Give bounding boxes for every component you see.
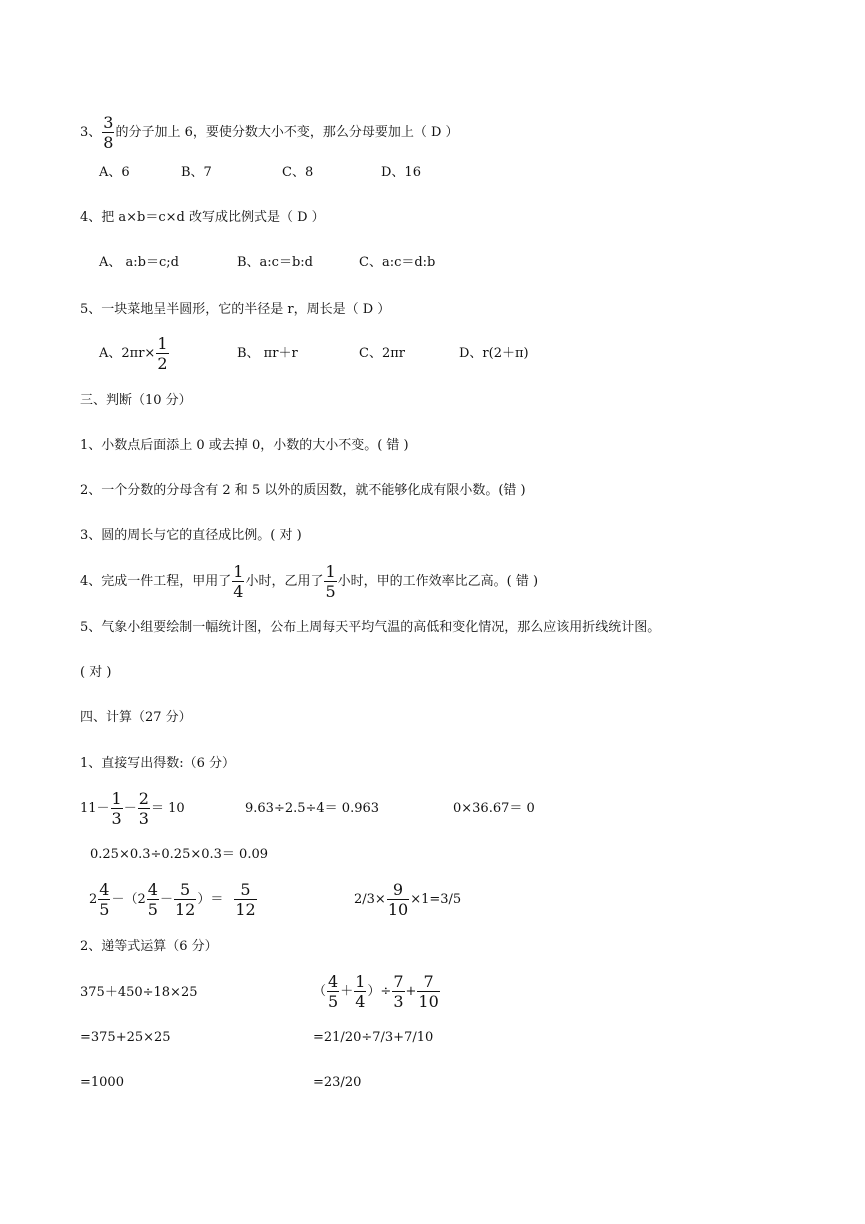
calc-1-item-d: 0.25×0.3÷0.25×0.3＝ 0.09: [90, 847, 268, 862]
judge-2: 2、一个分数的分母含有 2 和 5 以外的质因数，就不能够化成有限小数。(错 ): [80, 483, 526, 498]
q4-option-a: A、 a:b＝c;d: [99, 255, 179, 270]
calc-2-left-line-3: =1000: [80, 1075, 124, 1090]
section-3-title: 三、判断（10 分）: [80, 393, 192, 408]
fraction-1-5: $\frac{1}{5}$: [325, 562, 336, 601]
q4-option-b: B、a:c＝b:d: [237, 255, 313, 270]
fraction-9-10: $\frac{9}{10}$: [387, 880, 409, 919]
q3-option-c: C、8: [282, 165, 314, 180]
question-3: [80, 113, 459, 152]
fraction-2-3: $\frac{2}{3}$: [138, 789, 149, 828]
calc-1-item-e: 2 $\frac{4}{5}$ －（2 $\frac{4}{5}$ － $\frac{5}{12}$ ）＝ $\frac{5}{12}$: [89, 880, 256, 919]
q3-text: 的分子加上 6，要使分数大小不变，那么分母要加上（ D ）: [115, 125, 459, 140]
calc-2-left-line-1: 375＋450÷18×25: [80, 985, 198, 1000]
fraction-1-2: $\frac{1}{2}$: [157, 334, 168, 373]
calc-1-item-c: 0×36.67＝ 0: [453, 801, 535, 816]
fraction-5-12: $\frac{5}{12}$: [174, 880, 196, 919]
judge-4: 4、完成一件工程，甲用了 $\frac{1}{4}$ 小时，乙用了 $\frac{1}{5}$ 小时，甲的工作效率比乙高。( 错 ): [80, 562, 539, 601]
fraction-7-3: $\frac{7}{3}$: [393, 972, 404, 1011]
question-4: 4、把 a×b＝c×d 改写成比例式是（ D ）: [80, 210, 325, 225]
calc-2-right-line-2: =21/20÷7/3+7/10: [313, 1030, 434, 1045]
section-4-title: 四、计算（27 分）: [80, 710, 192, 725]
fraction-1-4: $\frac{1}{4}$: [355, 972, 366, 1011]
judge-3: 3、圆的周长与它的直径成比例。( 对 ): [80, 528, 302, 543]
calc-2-right-expression: （ $\frac{4}{5}$ ＋ $\frac{1}{4}$ ）÷ $\frac{7}{3}$ + $\frac{7}{10}$: [313, 972, 439, 1011]
q3-option-d: D、16: [381, 165, 421, 180]
q3-option-b: B、7: [181, 165, 212, 180]
fraction-4-5: $\frac{4}{5}$: [147, 880, 158, 919]
q5-option-d: D、r(2＋π): [459, 346, 529, 361]
calc-1-item-a: 11－ $\frac{1}{3}$ － $\frac{2}{3}$ ＝ 10: [80, 789, 185, 828]
calc-2-right-line-3: =23/20: [313, 1075, 362, 1090]
question-5: 5、一块菜地呈半圆形，它的半径是 r，周长是（ D ）: [80, 302, 391, 317]
q3-number: 3、: [80, 125, 102, 140]
calc-2-title: 2、递等式运算（6 分）: [80, 939, 218, 954]
q5-option-b: B、 πr＋r: [237, 346, 298, 361]
judge-5-answer: ( 对 ): [80, 665, 112, 680]
q5-option-a: A、2πr× $\frac{1}{2}$: [99, 334, 168, 373]
fraction-1-4: $\frac{1}{4}$: [233, 562, 244, 601]
q4-option-c: C、a:c＝d:b: [359, 255, 436, 270]
calc-1-item-b: 9.63÷2.5÷4＝ 0.963: [245, 801, 380, 816]
q5-option-c: C、2πr: [359, 346, 405, 361]
calc-1-item-f: 2/3× $\frac{9}{10}$ ×1=3/5: [354, 880, 462, 919]
calc-2-left-line-2: =375+25×25: [80, 1030, 171, 1045]
fraction-4-5: $\frac{4}{5}$: [328, 972, 339, 1011]
fraction-1-3: $\frac{1}{3}$: [111, 789, 122, 828]
fraction-4-5: $\frac{4}{5}$: [99, 880, 110, 919]
calc-1-title: 1、直接写出得数:（6 分）: [80, 756, 236, 771]
judge-1: 1、小数点后面添上 0 或去掉 0，小数的大小不变。( 错 ): [80, 438, 409, 453]
fraction-5-12-answer: $\frac{5}{12}$: [235, 880, 256, 919]
fraction-7-10: $\frac{7}{10}$: [418, 972, 439, 1011]
judge-5: 5、气象小组要绘制一幅统计图，公布上周每天平均气温的高低和变化情况，那么应该用折线统计图。: [80, 620, 661, 635]
fraction-3-8: $\frac{3}{8}$: [103, 113, 114, 152]
q3-option-a: A、6: [99, 165, 130, 180]
